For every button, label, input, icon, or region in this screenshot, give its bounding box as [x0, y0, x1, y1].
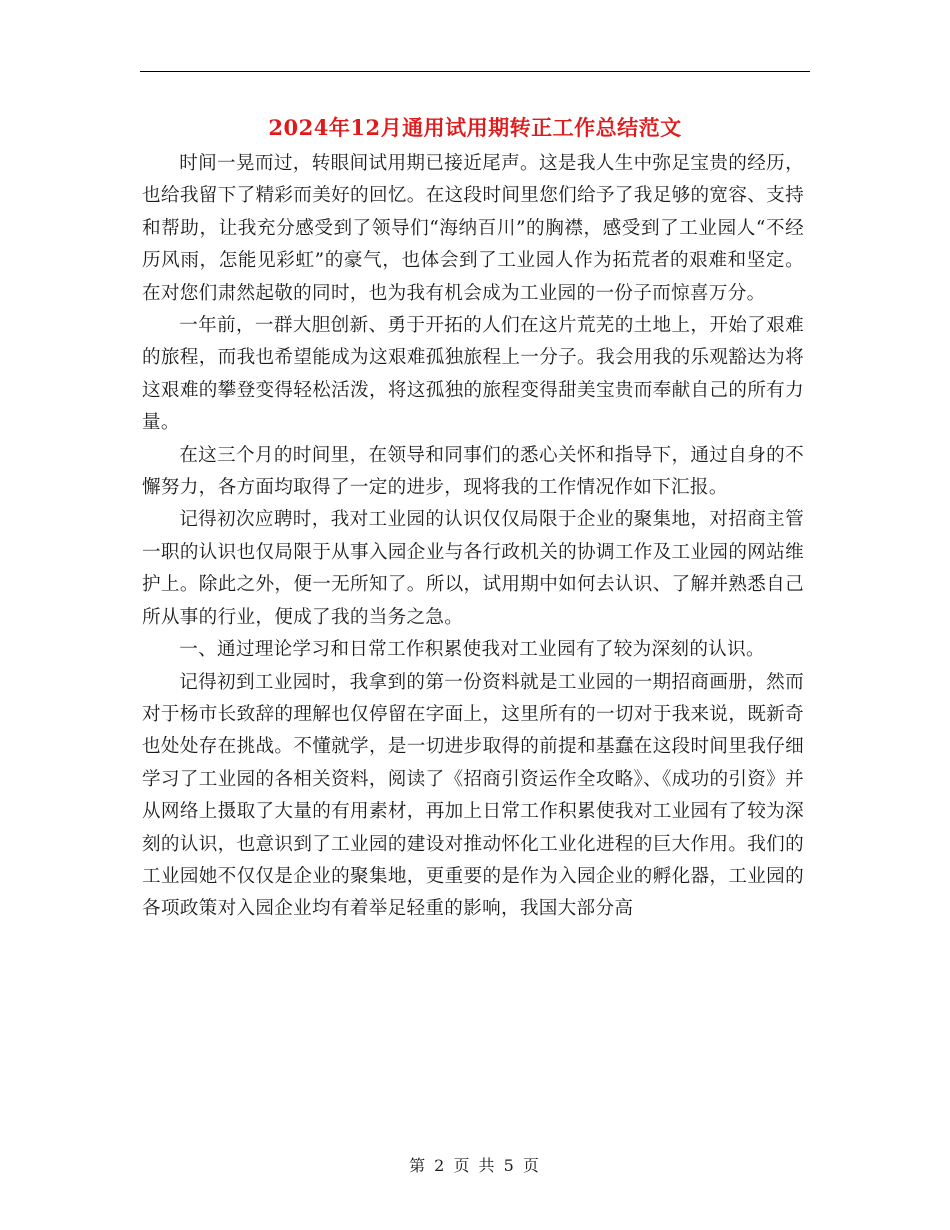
- paragraph: 在这三个月的时间里，在领导和同事们的悉心关怀和指导下，通过自身的不懈努力，各方面均取得了一定的进步，现将我的工作情况作如下汇报。: [142, 444, 804, 499]
- document-body: [142, 148, 804, 926]
- header-rule: [140, 71, 810, 72]
- paragraph: 记得初到工业园时，我拿到的第一份资料就是工业园的一期招商画册，然而对于杨市长致辞的理解也仅停留在字面上，这里所有的一切对于我来说，既新奇也处处存在挑战。不懂就学，是一切进步取得的前提和基蠢在这段时间里我仔细学习了工业园的各相关资料，阅读了《招商引资运作全攻略》、《成功的引资》并从网络上摄取了大量的有用素材，再加上日常工作积累使我对工业园有了较为深刻的认识，也意识到了工业园的建设对推动怀化工业化进程的巨大作用。我们的工业园她不仅仅是企业的聚集地，更重要的是作为入园企业的孵化器，工业园的各项政策对入园企业均有着举足轻重的影响，我国大部分高: [142, 671, 804, 920]
- paragraph: 一年前，一群大胆创新、勇于开拓的人们在这片荒芜的土地上，开始了艰难的旅程，而我也希望能成为这艰难孤独旅程上一分子。我会用我的乐观豁达为将这艰难的攀登变得轻松活泼，将这孤独的旅程变得甜美宝贵而奉献自己的所有力量。: [142, 315, 804, 434]
- paragraph: 时间一晃而过，转眼间试用期已接近尾声。这是我人生中弥足宝贵的经历，也给我留下了精彩而美好的回忆。在这段时间里您们给予了我足够的宽容、支持和帮助，让我充分感受到了领导们“海纳百川”的胸襟，感受到了工业园人“不经历风雨，怎能见彩虹”的豪气，也体会到了工业园人作为拓荒者的艰难和坚定。在对您们肃然起敬的同时，也为我有机会成为工业园的一份子而惊喜万分。: [142, 153, 804, 304]
- paragraph: 记得初次应聘时，我对工业园的认识仅仅局限于企业的聚集地，对招商主管一职的认识也仅局限于从事入园企业与各行政机关的协调工作及工业园的网站维护上。除此之外，便一无所知了。所以，试用期中如何去认识、了解并熟悉自己所从事的行业，便成了我的当务之急。: [142, 509, 804, 628]
- section-heading: 一、通过理论学习和日常工作积累使我对工业园有了较为深刻的认识。: [179, 639, 765, 661]
- document-title: 2024年12月通用试用期转正工作总结范文: [268, 115, 682, 140]
- page-number-footer: 第 2 页 共 5 页: [409, 1156, 541, 1175]
